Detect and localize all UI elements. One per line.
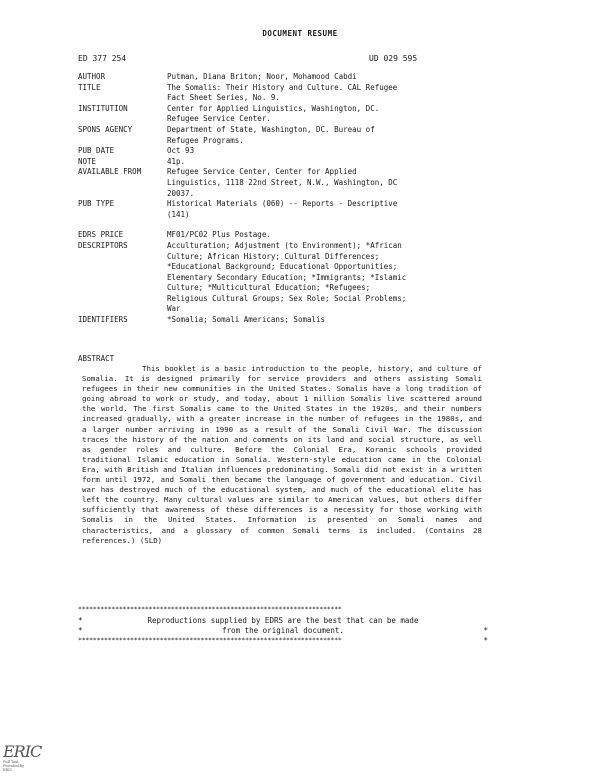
star-edge-right: * <box>483 636 488 645</box>
field-value: Refugee Service Center, Center for Applied Linguistics, 1118 22nd Street, N.W., Washington, DC 20037. <box>167 167 398 198</box>
field-label: PUB TYPE <box>78 199 115 209</box>
reproduction-text: from the original document. <box>222 626 344 635</box>
field-value: Historical Materials (060) -- Reports - Descriptive (141) <box>167 199 398 219</box>
star-edge-left: * <box>78 616 83 625</box>
eric-logo-subtitle: Full Text Provided by ERIC <box>3 760 25 772</box>
field-title <box>78 83 478 104</box>
field-value: 41p. <box>167 156 186 166</box>
abstract-heading: ABSTRACT <box>78 354 115 363</box>
field-label: TITLE <box>78 82 101 92</box>
field-label: AVAILABLE FROM <box>78 167 142 177</box>
field-label: SPONS AGENCY <box>78 124 133 134</box>
abstract-text: This booklet is a basic introduction to the people, history, and culture of Somalia. It is designed primarily for service providers and others assisting Somali refugees in their new communities in the United States. Somalis have a long tradition of going abroad to work or study, and today, about 1 million Somalis live scattered around the world. The first Somalis came to the United States in the 1920s, and their numbers increased gradually, with a greater increase in the number of refugees in the 1980s, and a larger number arriving in 1990 as a result of the Somali Civil War. The discussion traces the history of the nation and comments on its land and social structure, as well as gender roles and culture. Before the Colonial Era, Koranic schools provided traditional Islamic education in Somalia. Western-style education came in the Colonial Era, with British and Italian influences predominating. Somali did not exist in a written form until 1972, and Somali then became the language of government and education. Civil war has destroyed much of the educational system, and much of the educational elite has left the country. Many cultural values are similar to American values, but others differ sufficiently that awareness of these differences is a necessity for those working with Somalis in the United States. Information is presented on Somali names and characteristics, and a glossary of common Somali terms is included. (Contains 28 references.) (SLD) <box>82 364 482 545</box>
star-border-bottom: *********************************************************************** <box>78 636 342 644</box>
ed-number: ED 377 254 <box>78 54 127 63</box>
field-label: NOTE <box>78 156 97 166</box>
field-descriptors <box>78 241 478 315</box>
star-edge-right: * <box>483 626 488 635</box>
field-label: DESCRIPTORS <box>78 240 128 250</box>
field-label: EDRS PRICE <box>78 230 124 240</box>
field-label: INSTITUTION <box>78 103 128 113</box>
field-label: PUB DATE <box>78 146 115 156</box>
field-identifiers <box>78 315 478 326</box>
field-author <box>78 72 478 83</box>
spacer <box>78 220 478 230</box>
field-value: *Somalia; Somali Americans; Somalis <box>167 315 326 325</box>
field-institution <box>78 104 478 125</box>
field-available-from <box>78 167 478 199</box>
star-edge-left: * <box>78 626 83 635</box>
document-title: DOCUMENT RESUME <box>262 29 338 38</box>
field-pub-date <box>78 146 478 157</box>
eric-logo-mark: ERIC <box>3 742 42 761</box>
reproduction-text: Reproductions supplied by EDRS are the best that can be made <box>147 616 419 625</box>
field-edrs-price <box>78 230 478 241</box>
field-value: Putman, Diana Briton; Noor, Mohamood Cabdi <box>167 72 357 81</box>
field-value: MF01/PC02 Plus Postage. <box>167 230 271 240</box>
field-value: Department of State, Washington, DC. Bureau of Refugee Programs. <box>167 124 375 145</box>
field-value: Acculturation; Adjustment (to Environment); *African Culture; African History; Cultural Differences; *Educational Background; Educational Opportunities; Elementary Secondary Education; *Immigrants; *Islamic Culture; *Multicultural Education; *Refugees; Religious Cultural Groups; Sex Role; Social Problems; War <box>167 240 407 314</box>
field-note <box>78 157 478 168</box>
field-value: Center for Applied Linguistics, Washington, DC. Refugee Service Center. <box>167 103 380 124</box>
eric-logo <box>3 744 41 772</box>
ud-number: UD 029 595 <box>369 54 418 63</box>
field-value: Oct 93 <box>167 146 195 156</box>
star-border-top: *********************************************************************** <box>78 605 342 613</box>
field-spons-agency <box>78 125 478 146</box>
field-label: IDENTIFIERS <box>78 315 128 325</box>
reproduction-notice-line2 <box>78 626 488 645</box>
field-value: The Somalis: Their History and Culture. CAL Refugee Fact Sheet Series, No. 9. <box>167 82 398 103</box>
field-pub-type <box>78 199 478 220</box>
metadata-fields <box>78 72 478 326</box>
field-label: AUTHOR <box>78 72 106 81</box>
